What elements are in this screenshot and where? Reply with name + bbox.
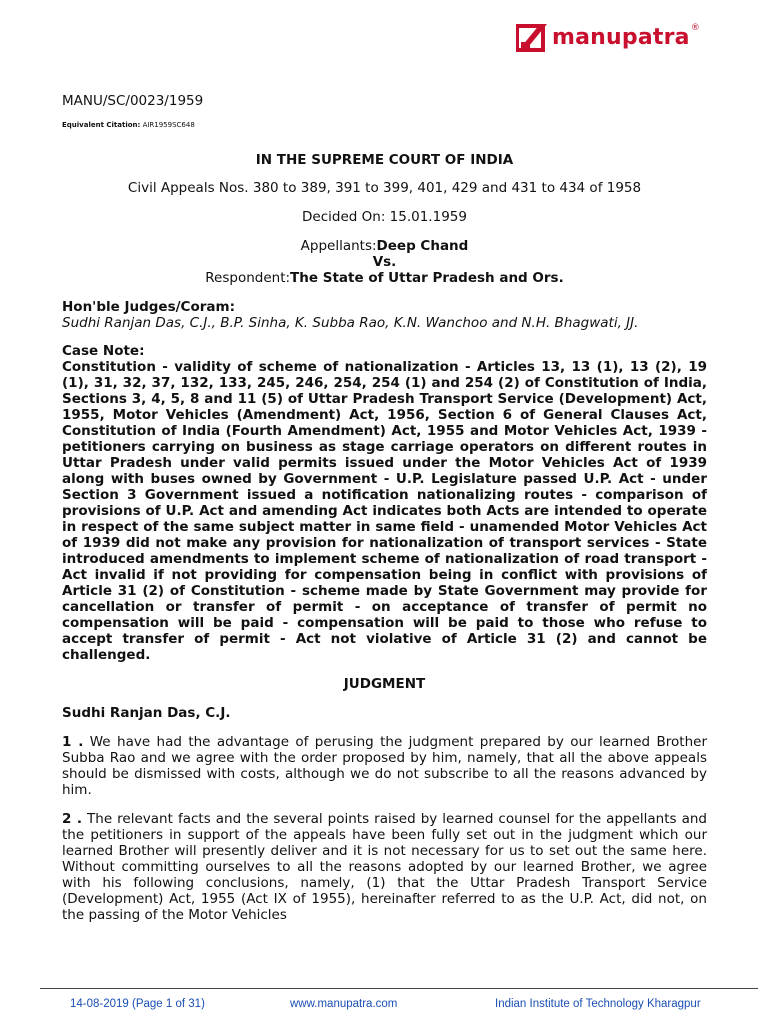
footer-page-info: 14-08-2019 (Page 1 of 31) [70, 998, 205, 1010]
equivalent-citation-label: Equivalent Citation: [62, 121, 141, 129]
paragraph-number: 2 . [62, 811, 82, 827]
appeal-numbers: Civil Appeals Nos. 380 to 389, 391 to 399, 401, 429 and 431 to 434 of 1958 [127, 180, 642, 196]
paragraph-number: 1 . [62, 734, 84, 750]
manu-citation: MANU/SC/0023/1959 [62, 93, 204, 109]
paragraph-2 [62, 811, 707, 923]
judgment-heading: JUDGMENT [343, 676, 426, 692]
footer-website-link[interactable]: www.manupatra.com [290, 998, 398, 1010]
manupatra-logo-icon [516, 22, 548, 52]
appellants-name: Deep Chand [376, 238, 469, 254]
registered-mark: ® [690, 23, 700, 33]
case-note-heading: Case Note: [62, 343, 145, 359]
paragraph-1 [62, 734, 707, 798]
appellants [62, 238, 707, 254]
paragraph-text: We have had the advantage of perusing the judgment prepared by our learned Brother Subba Rao and we agree with the order proposed by him, namely, that all the above appeals should be dismissed with costs, although we do not subscribe to all the reasons advanced by him. [62, 734, 707, 798]
document-body [62, 93, 707, 923]
footer-divider [40, 988, 758, 989]
coram-judges: Sudhi Ranjan Das, C.J., B.P. Sinha, K. Subba Rao, K.N. Wanchoo and N.H. Bhagwati, JJ. [62, 315, 639, 331]
equivalent-citation-value: AIR1959SC648 [142, 121, 195, 129]
equivalent-citation [62, 117, 707, 133]
respondent-name: The State of Uttar Pradesh and Ors. [290, 270, 564, 286]
versus: Vs. [372, 254, 397, 270]
respondent-label: Respondent: [205, 270, 291, 286]
judge-name: Sudhi Ranjan Das, C.J. [62, 705, 231, 721]
paragraph-text: The relevant facts and the several points raised by learned counsel for the appellants and the petitioners in support of the appeals have been fully set out in the judgment which our learned Brother will presently deliver and it is not necessary for us to set out the same here. Without committing ourselves to all the reasons adopted by our learned Brother, we agree with his following conclusions, namely, (1) that the Uttar Pradesh Transport Service (Development) Act, 1955 (Act IX of 1955), hereinafter referred to as the U.P. Act, did not, on the passing of the Motor Vehicles [62, 811, 707, 923]
logo-text: manupatra [552, 24, 690, 50]
decided-date: Decided On: 15.01.1959 [302, 209, 467, 225]
appellants-label: Appellants: [300, 238, 377, 254]
manupatra-logo [516, 22, 700, 52]
footer-institution: Indian Institute of Technology Kharagpur [495, 998, 701, 1010]
case-note-text: Constitution - validity of scheme of nationalization - Articles 13, 13 (1), 13 (2), 19 (1), 31, 32, 37, 132, 133, 245, 246, 254, 254 (1) and 254 (2) of Constitution of India, Sections 3, 4, 5, 8 and 11 (5) of Uttar Pradesh Transport Service (Development) Act, 1955, Motor Vehicles (Amendment) Act, 1956, Section 6 of General Clauses Act, Constitution of India (Fourth Amendment) Act, 1955 and Motor Vehicles Act, 1939 - petitioners carrying on business as stage carriage operators on different routes in Uttar Pradesh under valid permits issued under the Motor Vehicles Act of 1939 along with buses owned by Government - U.P. Legislature passed U.P. Act - under Section 3 Government issued a notification nationalizing routes - comparison of provisions of U.P. Act and amending Act indicates both Acts are intended to operate in respect of the same subject matter in same field - unamended Motor Vehicles Act of 1939 did not make any provision for nationalization of transport services - State introduced amendments to implement scheme of nationalization of road transport - Act invalid if not providing for compensation being in conflict with provisions of Article 31 (2) of Constitution - scheme made by State Government may provide for cancellation or transfer of permit - on acceptance of transfer of permit no compensation will be paid - compensation will be paid to those who refuse to accept transfer of permit - Act not violative of Article 31 (2) and cannot be challenged. [62, 359, 707, 663]
court-name: IN THE SUPREME COURT OF INDIA [255, 152, 514, 168]
respondent [62, 270, 707, 286]
coram-heading: Hon'ble Judges/Coram: [62, 299, 235, 315]
